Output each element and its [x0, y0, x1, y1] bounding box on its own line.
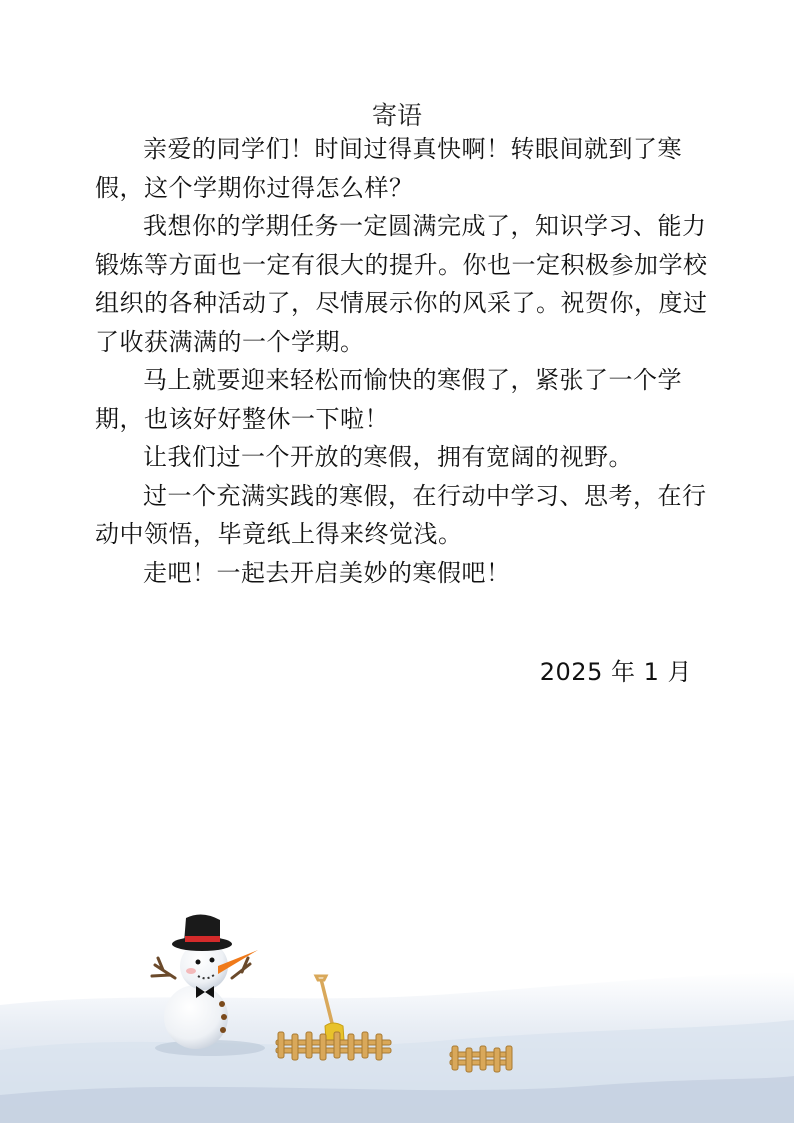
snow-ground — [0, 972, 794, 1123]
snow-scene-illustration — [0, 880, 794, 1123]
letter-body — [95, 130, 715, 592]
paragraph-open-vacation: 让我们过一个开放的寒假，拥有宽阔的视野。 — [143, 443, 633, 471]
letter-title: 寄语 — [371, 101, 422, 130]
paragraph-achievements: 我想你的学期任务一定圆满完成了，知识学习、能力锻炼等方面也一定有很大的提升。你也一定积极参加学校组织的各种活动了，尽情展示你的风采了。祝贺你，度过了收获满满的一个学期。 — [95, 212, 708, 356]
paragraph-greeting: 亲爱的同学们！时间过得真快啊！转眼间就到了寒假，这个学期你过得怎么样？ — [95, 135, 682, 202]
letter-date: 2025 年 1 月 — [539, 658, 692, 686]
paragraph-rest: 马上就要迎来轻松而愉快的寒假了，紧张了一个学期，也该好好整休一下啦！ — [95, 366, 682, 433]
paragraph-practice: 过一个充满实践的寒假，在行动中学习、思考，在行动中领悟，毕竟纸上得来终觉浅。 — [95, 481, 707, 548]
paragraph-closing: 走吧！一起去开启美妙的寒假吧！ — [143, 558, 511, 587]
